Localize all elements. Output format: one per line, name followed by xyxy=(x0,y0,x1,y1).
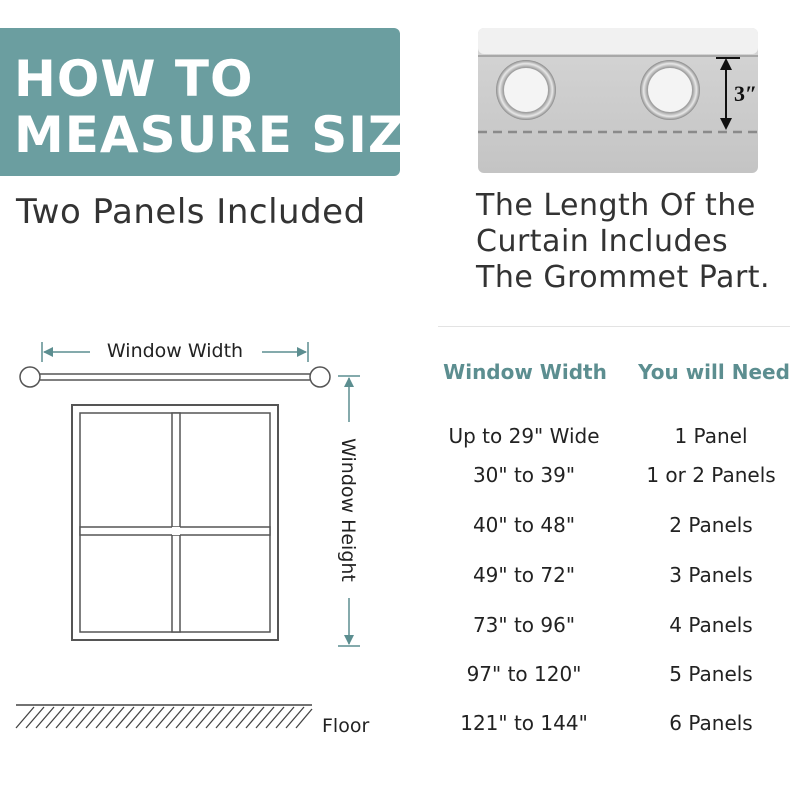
window-width-label: Window Width xyxy=(106,340,244,362)
title-line-2: MEASURE SIZE xyxy=(14,106,441,164)
note-line-2: Curtain Includes xyxy=(476,224,729,259)
curtain-rod xyxy=(20,367,330,387)
table-cell-panels: 3 Panels xyxy=(669,563,753,587)
grommet-hole-right xyxy=(648,68,692,112)
grommet-illustration xyxy=(478,28,758,173)
table-cell-width: 40" to 48" xyxy=(472,513,576,537)
table-cell-width: 121" to 144" xyxy=(460,711,588,735)
title-banner xyxy=(0,28,441,176)
table-cell-panels: 2 Panels xyxy=(669,513,753,537)
table-cell-width: 49" to 72" xyxy=(472,563,576,587)
floor-hatching xyxy=(16,705,312,728)
measure-label: 3″ xyxy=(734,81,758,106)
subtitle: Two Panels Included xyxy=(16,192,366,232)
table-cell-panels: 1 or 2 Panels xyxy=(646,463,776,487)
table-cell-panels: 5 Panels xyxy=(669,662,753,686)
table-cell-width: 97" to 120" xyxy=(466,662,582,686)
curtain-top-edge xyxy=(478,28,758,54)
table-header-window-width: Window Width xyxy=(443,360,607,384)
divider xyxy=(438,326,790,327)
table-cell-panels: 1 Panel xyxy=(674,424,748,448)
table-cell-width: 73" to 96" xyxy=(472,613,576,637)
table-cell-width: Up to 29" Wide xyxy=(448,424,600,448)
window-frame xyxy=(72,405,278,640)
note-line-1: The Length Of the xyxy=(476,188,756,223)
table-cell-panels: 6 Panels xyxy=(669,711,753,735)
floor-label: Floor xyxy=(322,715,370,737)
title-line-1: HOW TO xyxy=(14,50,254,108)
window-height-label: Window Height xyxy=(337,438,359,582)
note-line-3: The Grommet Part. xyxy=(476,260,771,295)
grommet-hole-left xyxy=(504,68,548,112)
table-cell-width: 30" to 39" xyxy=(472,463,576,487)
table-cell-panels: 4 Panels xyxy=(669,613,753,637)
table-header-you-will-need: You will Need xyxy=(638,360,790,384)
window-diagram xyxy=(10,330,430,750)
